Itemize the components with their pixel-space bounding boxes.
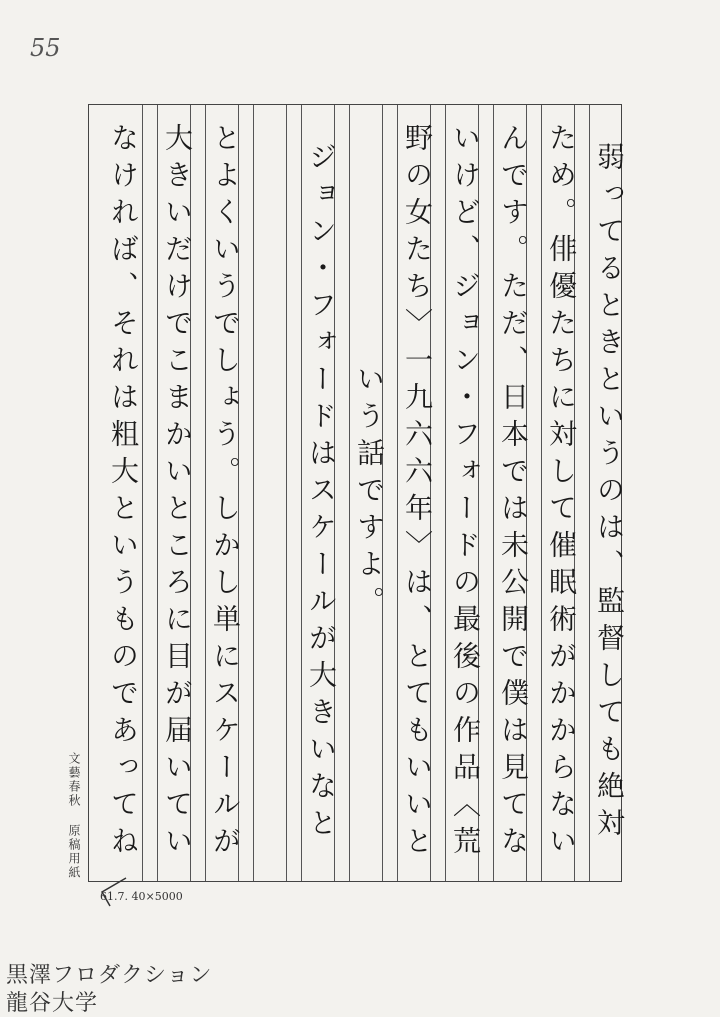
manuscript-column: 弱ってるときというのは、監督しても絶対 xyxy=(593,141,626,845)
manuscript-column: ジョン・フォードはスケールが大きいなと xyxy=(305,141,338,845)
credit-line: 黒澤フロダクション xyxy=(6,963,213,988)
column-divider xyxy=(142,105,158,881)
credit-line: 龍谷大学 xyxy=(6,991,99,1016)
paper-label: 文藝春秋 原稿用紙 xyxy=(67,752,81,880)
manuscript-grid xyxy=(88,104,626,882)
manuscript-column: ため。俳優たちに対して催眠術がかからない xyxy=(545,123,578,863)
page-number: 55 xyxy=(30,34,61,62)
manuscript-column: いけど、ジョン・フォードの最後の作品〈荒 xyxy=(449,123,482,863)
print-code: 61.7. 40×5000 xyxy=(100,890,183,903)
manuscript-column: なければ、それは粗大というものであってね xyxy=(107,123,140,863)
manuscript-column: 野の女たち〉一九六六年〉は、とてもいいと xyxy=(401,123,434,863)
manuscript-column: 大きいだけでこまかいところに目が届いてい xyxy=(161,123,194,863)
manuscript-column: とよくいうでしょう。しかし単にスケールが xyxy=(209,123,242,863)
manuscript-column: いう話ですよ。 xyxy=(353,363,386,623)
manuscript-column: んです。ただ、日本では未公開で僕は見てな xyxy=(497,123,530,863)
manuscript-column xyxy=(255,113,291,873)
